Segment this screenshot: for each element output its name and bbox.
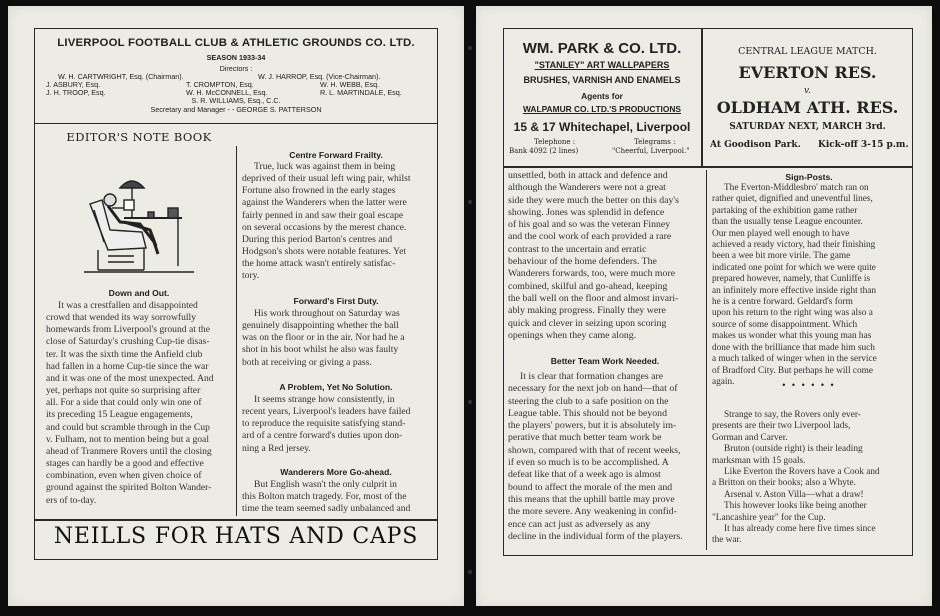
forwards-first-duty-text: His work throughout on Saturday was genuinely disappointing whether the ball was on the floor or in the air. Nor had he a shot in his boot whilst he also was faulty both at receiving or giving a pass. (242, 308, 405, 368)
team-everton: EVERTON RES. (738, 63, 877, 82)
reading-man-illustration (84, 170, 194, 280)
binding-hole (468, 400, 472, 404)
telegrams-label: Telegrams : (634, 138, 676, 146)
director-harrop: W. J. HARROP, Esq. (Vice-Chairman). (258, 72, 381, 81)
venue: At Goodison Park. (710, 140, 801, 150)
down-and-out-text: It was a crestfallen and disappointed crowd that wended its way sorrowfully homewards from Liverpool's ground at the close of Saturday's crushing Cup-tie disas- ter. It was the sixth time the Anfield club had fallen in a home Cup-tie since the war and it was one of the most unexpected. And yet, perhaps not quite so surprising after all. For a side that could only win one of its preceding 15 League engagements, and could but scramble through in the Cup v. Fulham, not to mention being but a goal ahead of Tranmere Rovers until the closing stages can hardly be a good and effective combination, even when given choice of ground against the spirited Bolton Wander- ers of to-day. (46, 300, 214, 506)
binding-hole (468, 200, 472, 204)
wanderers-go-ahead-text: But English wasn't the only culprit in this Bolton match tragedy. For, most of the time the team seemed sadly unbalanced and (242, 479, 411, 515)
park-brushes: BRUSHES, VARNISH AND ENAMELS (523, 75, 681, 85)
centre-forward-frailty-text: True, luck was against them in being deprived of their usual left wing pair, whilst Fortune also frowned in the early stages against the Wanderers when the latter were fairly penned in and saw their goal escape on several occasions by the merest chance. During this period Barton's centres and Hodgson's shots were notable features. Yet the home attack wasn't entirely satisfac- tory. (242, 161, 411, 282)
editor-heading: EDITOR'S NOTE BOOK (66, 130, 212, 144)
director-williams: S. R. WILLIAMS, Esq., C.C. (191, 96, 281, 105)
sign-posts-heading: Sign-Posts. (785, 172, 833, 182)
separator-dots: • • • • • • (782, 380, 836, 390)
park-name: WM. PARK & CO. LTD. (522, 40, 682, 57)
binding-hole (468, 46, 472, 50)
telephone-label: Telephone : (534, 138, 576, 146)
unsettled-text: unsettled, both in attack and defence and although the Wanderers were not a great side they were much the better on this day's showing. Jones was splendid in defence of his goal and so was the veteran Finney and the cool work of each provided a rare contrast to the uncertain and erratic behaviour of the home defenders. The Wanderers forwards, too, were much more combined, skilful and go-ahead, keeping the ball well on the floor and almost invari- ably making progress. Finally they were quick and clever in seizing upon scoring openings when they came along. (508, 170, 679, 341)
versus: v. (804, 86, 811, 96)
wanderers-go-ahead-heading: Wanderers More Go-ahead. (280, 467, 392, 477)
club-title: LIVERPOOL FOOTBALL CLUB & ATHLETIC GROUNDS CO. LTD. (57, 37, 415, 49)
secretary-line: Secretary and Manager - - GEORGE S. PATTERSON (150, 105, 322, 114)
central-league-label: CENTRAL LEAGUE MATCH. (738, 46, 877, 57)
centre-forward-frailty-heading: Centre Forward Frailty. (289, 150, 383, 160)
telephone-value: Bank 4092 (2 lines) (509, 147, 579, 155)
director-webb: W. H. WEBB, Esq. (320, 80, 380, 89)
director-martindale: R. L. MARTINDALE, Esq. (320, 88, 402, 97)
park-walpamur: WALPAMUR CO. LTD.'S PRODUCTIONS (522, 104, 681, 114)
binding-hole (468, 570, 472, 574)
park-agents: Agents for (581, 91, 623, 101)
director-mcconnell: W. H. McCONNELL, Esq. (186, 88, 268, 97)
better-team-work-heading: Better Team Work Needed. (550, 356, 660, 366)
park-wallpapers: "STANLEY" ART WALLPAPERS (534, 60, 670, 70)
match-date: SATURDAY NEXT, MARCH 3rd. (729, 122, 886, 132)
director-crompton: T. CROMPTON, Esq. (186, 80, 254, 89)
director-asbury: J. ASBURY, Esq. (46, 80, 101, 89)
director-troop: J. H. TROOP, Esq. (46, 88, 106, 97)
telegrams-value: "Cheerful, Liverpool." (612, 147, 690, 155)
park-address: 15 & 17 Whitechapel, Liverpool (513, 120, 691, 134)
season-label: SEASON 1933-34 (206, 53, 266, 62)
down-and-out-heading: Down and Out. (108, 288, 170, 298)
column-divider-left (236, 146, 237, 516)
team-oldham: OLDHAM ATH. RES. (716, 98, 899, 117)
better-team-work-text: It is clear that formation changes are necessary for the next job on hand—that of steering the club to a safe position on the League table. This should not be beyond the players' powers, but it is absolutely im- perative that much better team work be shown, compared with that of recent weeks, if even so much is to be accomplished. A defeat like that of a week ago is almost bound to affect the morale of the men and this means that the uphill battle may prove the more severe. Any weakening in confid- ence can act just as adversely as any decline in the individual form of the players. (508, 371, 683, 542)
header-rule (503, 166, 913, 168)
neills-advert: NEILLS FOR HATS AND CAPS (53, 524, 419, 549)
directors-label: Directors : (219, 64, 253, 73)
director-cartwright: W. H. CARTWRIGHT, Esq. (Chairman). (58, 72, 184, 81)
problem-no-solution-heading: A Problem, Yet No Solution. (279, 382, 393, 392)
kickoff-time: Kick-off 3-15 p.m. (818, 140, 909, 150)
sign-posts-text: The Everton-Middlesbro' match ran on rather quiet, dignified and uneventful lines, partaking of the exhibition game rather than the usually tense League encounter. Our men played well enough to have achieved a ready victory, had their finishing been a wee bit more virile. The game indicated one point for which we were quite prepared however, namely, that Cunliffe is an infinitely more effective inside right than he is a centre forward. Geldard's form upon his return to the right wing was also a source of some disappointment. Which makes us wonder what this young man has done with the brilliance that made him such a much talked of winger when in the service of Bradford City. But perhaps he will come again. (712, 183, 877, 387)
rovers-notes-text: Strange to say, the Rovers only ever- presents are their two Liverpool lads, Gorman and Carver. Bruton (outside right) is their leading marksman with 15 goals. Like Everton the Rovers have a Cook and a Britton on their books; also a Whyte. Arsenal v. Aston Villa—what a draw! This however looks like being another "Lancashire year" for the Cup. It has already come here five times since the war. (712, 410, 880, 546)
problem-no-solution-text: It seems strange how consistently, in recent years, Liverpool's leaders have failed to reproduce the requisite satisfying stand- ard of a centre forward's duties upon don- ning a Red jersey. (242, 394, 411, 454)
column-divider-right (706, 170, 707, 550)
forwards-first-duty-heading: Forward's First Duty. (293, 296, 379, 306)
